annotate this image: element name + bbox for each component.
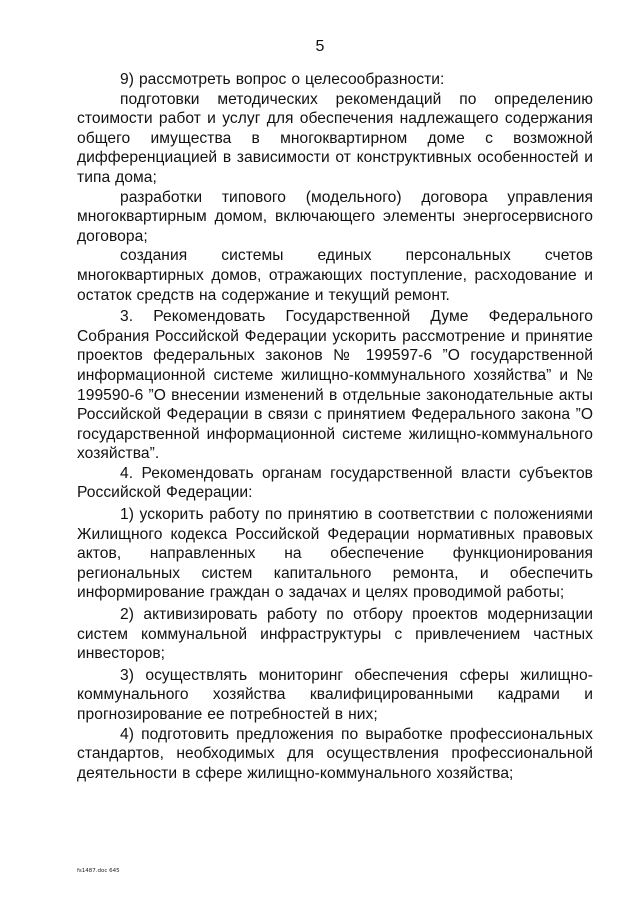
paragraph-subitem-2: 2) активизировать работу по отбору проектов модернизации систем коммунальной инфраструктуры с привлечением частных инвесторов; [77, 606, 593, 663]
paragraph-item-9: 9) рассмотреть вопрос о целесообразности: [120, 71, 445, 88]
document-body [77, 70, 593, 783]
paragraph-personal-accounts: создания системы единых персональных счетов многоквартирных домов, отражающих поступление, расходование и остаток средств на содержание и текущий ремонт. [77, 247, 593, 304]
paragraph-regional-authorities: 4. Рекомендовать органам государственной власти субъектов Российской Федерации: [77, 464, 593, 502]
paragraph-model-contract: разработки типового (модельного) договора управления многоквартирным домом, включающего элементы энергосервисного договора; [77, 188, 593, 245]
paragraph-state-duma: 3. Рекомендовать Государственной Думе Федерального Собрания Российской Федерации ускорить рассмотрение и принятие проектов федеральных законов № 199597-6 ”О государственной информационной системе жилищно-коммунального хозяйства” и № 199590-6 ”О внесении изменений в отдельные законодательные акты Российской Федерации в связи с принятием Федерального закона ”О государственной информационной системе жилищно-коммунального хозяйства”. [77, 308, 593, 463]
page-number: 5 [315, 38, 325, 55]
paragraph-subitem-3: 3) осуществлять мониторинг обеспечения сферы жилищно-коммунального хозяйства квалифицированными кадрами и прогнозирование ее потребностей в них; [77, 666, 593, 723]
paragraph-methodical-recommendations: подготовки методических рекомендаций по определению стоимости работ и услуг для обеспечения надлежащего содержания общего имущества в многоквартирном доме с возможной дифференциацией в зависимости от конструктивных особенностей и типа дома; [77, 90, 593, 186]
file-footer: fs1487.doc 645 [77, 868, 120, 874]
paragraph-subitem-1: 1) ускорить работу по принятию в соответствии с положениями Жилищного кодекса Российской Федерации нормативных правовых актов, направленных на обеспечение функционирования региональных систем капитального ремонта, и обеспечить информирование граждан о задачах и целях проводимой работы; [77, 506, 593, 602]
paragraph-subitem-4: 4) подготовить предложения по выработке профессиональных стандартов, необходимых для осуществления профессиональной деятельности в сфере жилищно-коммунального хозяйства; [77, 725, 593, 782]
